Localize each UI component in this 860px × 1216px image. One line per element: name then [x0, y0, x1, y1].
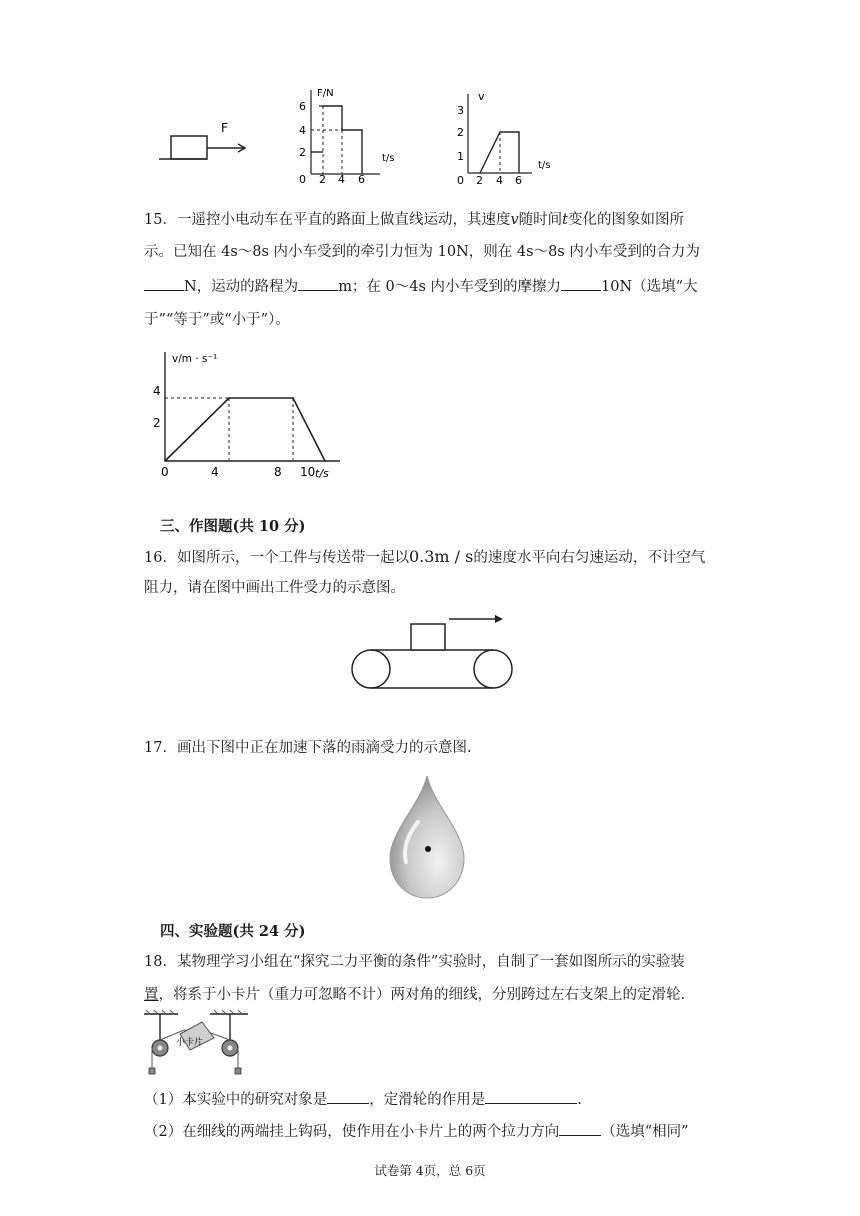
- q18-sub2-text-b: （选填“相同”: [601, 1124, 689, 1140]
- q15-text-p2: m；在 0～4s 内小车受到的摩擦力: [338, 279, 562, 295]
- velocity-point-3: [324, 460, 326, 462]
- raindrop-figure: [372, 770, 482, 910]
- velocity-series-line: [165, 398, 325, 461]
- small-card-label: 小卡片: [176, 1038, 204, 1048]
- f-xtick-0: 0: [299, 173, 306, 186]
- q15-line-2: 示。已知在 4s～8s 内小车受到的牵引力恒为 10N，则在 4s～8s 内小车受到的合力为: [144, 244, 700, 260]
- q15-line-3: [144, 276, 698, 297]
- q18-line-1: 18．某物理学习小组在“探究二力平衡的条件”实验时，自制了一套如图所示的实验装: [144, 954, 685, 970]
- q15-text-p3: 10N（选填“大: [601, 279, 698, 295]
- q15-blank-2[interactable]: [298, 276, 338, 291]
- force-label: F: [221, 121, 228, 135]
- raindrop-center-dot: [425, 846, 431, 852]
- velocity-point-0: [164, 460, 166, 462]
- q18-blank-3[interactable]: [559, 1121, 601, 1136]
- q15-line-1: [144, 210, 684, 230]
- chart-xtick-8: 8: [274, 465, 282, 479]
- q16-text-1a: 16．如图所示，一个工件与传送带一起以: [144, 550, 409, 566]
- chart-xtick-0: 0: [161, 465, 169, 479]
- velocity-time-small-chart: [448, 88, 568, 188]
- v-axis-label: v: [478, 90, 485, 103]
- chart-ylabel: v/m · s⁻¹: [172, 353, 218, 365]
- chart-xlabel: t/s: [315, 467, 329, 480]
- force-time-chart: [290, 82, 410, 186]
- q15-velocity-time-chart: [150, 342, 350, 486]
- velocity-point-1: [228, 397, 230, 399]
- section-4-title: 四、实验题(共 24 分): [160, 923, 306, 940]
- q18-sub1-text-b: ，定滑轮的作用是: [369, 1092, 486, 1108]
- workpiece: [411, 624, 445, 650]
- q18-blank-2[interactable]: [485, 1089, 577, 1104]
- q15-blank-1[interactable]: [144, 276, 184, 291]
- conveyor-belt-figure: [345, 612, 520, 694]
- f-xtick-4: 4: [338, 173, 345, 186]
- q18-sub1-text-a: （1）本实验中的研究对象是: [144, 1092, 328, 1108]
- q16-speed: 0.3m / s: [408, 547, 474, 566]
- v-xtick-2: 2: [476, 174, 483, 187]
- pulley-apparatus-figure: [144, 1008, 254, 1080]
- velocity-point-2: [292, 397, 294, 399]
- q15-line-4: 于”“等于”或“小于”）。: [144, 312, 290, 328]
- chart-xtick-4: 4: [211, 465, 219, 479]
- f-axis-label: F/N: [317, 88, 334, 99]
- section-3-title: 三、作图题(共 10 分): [160, 518, 306, 535]
- q17-line: 17．画出下图中正在加速下落的雨滴受力的示意图.: [144, 740, 472, 756]
- block-force-figure: [155, 115, 255, 167]
- q15-text-p1: N，运动的路程为: [184, 279, 299, 295]
- f-xtick-6: 6: [358, 173, 365, 186]
- q18-sub2-text: （2）在细线的两端挂上钩码，使作用在小卡片上的两个拉力方向: [144, 1124, 560, 1140]
- q16-line-1: [144, 547, 705, 568]
- v-ytick-3: 3: [457, 104, 464, 117]
- f-ytick-2: 2: [299, 146, 306, 159]
- q18-sub1-text-c: .: [577, 1092, 582, 1108]
- q15-text-1c: 变化的图象如图所: [567, 212, 684, 228]
- hook-weight-right: [235, 1068, 241, 1074]
- q16-line-2: 阻力，请在图中画出工件受力的示意图。: [144, 580, 405, 596]
- v-ytick-1: 1: [457, 150, 464, 163]
- q18-sub2: [144, 1121, 689, 1142]
- q15-blank-3[interactable]: [561, 276, 601, 291]
- t-axis-label: t/s: [382, 153, 395, 164]
- q15-var-v: v: [510, 212, 519, 228]
- v-ytick-2: 2: [457, 126, 464, 139]
- page-footer: 试卷第 4页，总 6页: [374, 1163, 486, 1178]
- v-xtick-0: 0: [457, 174, 464, 187]
- q15-text-1: 15．一遥控小电动车在平直的路面上做直线运动，其速度: [144, 212, 511, 228]
- chart-ytick-2: 2: [153, 416, 161, 430]
- v-xtick-4: 4: [496, 174, 503, 187]
- q15-text-1b: 随时间: [518, 212, 563, 228]
- f-ytick-6: 6: [299, 100, 306, 113]
- chart-xtick-10: 10: [300, 465, 316, 479]
- q16-text-1b: 的速度水平向右匀速运动，不计空气: [473, 550, 706, 566]
- f-xtick-2: 2: [319, 173, 326, 186]
- f-ytick-4: 4: [299, 124, 306, 137]
- hook-weight-left: [149, 1068, 155, 1074]
- q18-blank-1[interactable]: [327, 1089, 369, 1104]
- q18-sub1: [144, 1089, 582, 1110]
- t-axis-label-2: t/s: [538, 160, 551, 171]
- q15-var-t: t: [562, 212, 568, 228]
- chart-ytick-4: 4: [153, 384, 161, 398]
- q18-line-2: 置，将系于小卡片（重力可忽略不计）两对角的细线，分别跨过左右支架上的定滑轮.: [144, 987, 686, 1003]
- v-xtick-6: 6: [515, 174, 522, 187]
- q18-line-2-first-char: 置: [144, 987, 159, 1003]
